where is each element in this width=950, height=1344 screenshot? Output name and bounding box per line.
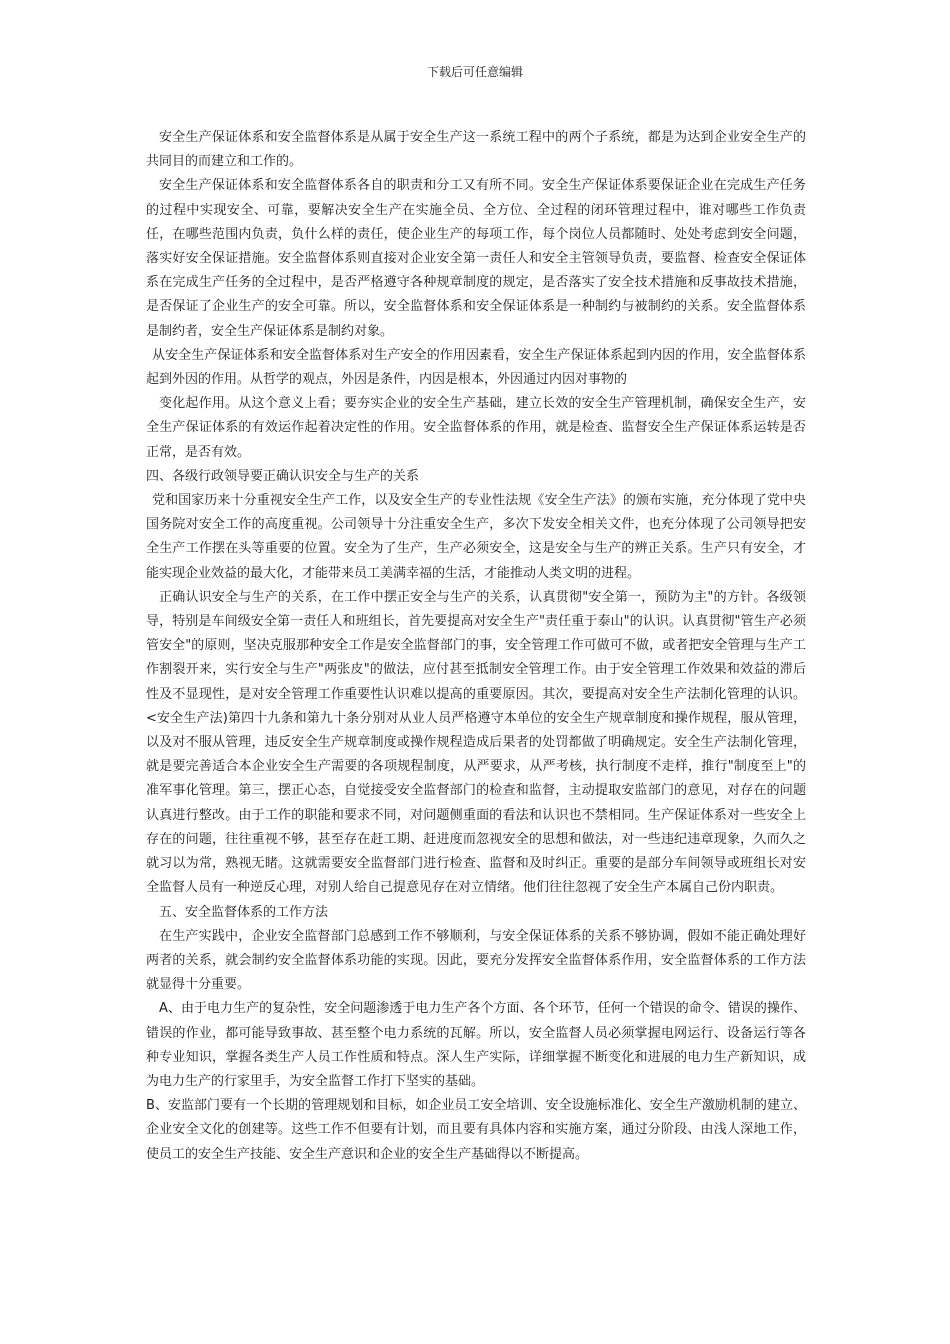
paragraph-practice: 在生产实践中，企业安全监督部门总感到工作不够顺利，与安全保证体系的关系不够协调，假如不能正确处理好两者的关系，就会制约安全监督体系功能的实现。因此，要充分发挥安全监督体系作用，安全监督体系的工作方法就显得十分重要。 [146, 928, 806, 993]
paragraph-intro: 安全生产保证体系和安全监督体系是从属于安全生产这一系统工程中的两个子系统，都是为达到企业安全生产的共同目的而建立和工作的。 [146, 130, 806, 170]
paragraph-correct-understanding: 正确认识安全与生产的关系，在工作中摆正安全与生产的关系，认真贯彻"安全第一，预防为主"的方针。各级领导，特别是车间级安全第一责任人和班组长，首先要提高对安全生产"责任重于泰山"的认识。认真贯彻"管生产必须管安全"的原则，坚决克服那种安全工作是安全监督部门的事，安全管理工作可做可不做，或者把安全管理与生产工作割裂开来，实行安全与生产"两张皮"的做法，应付甚至抵制安全管理工作。由于安全管理工作效果和效益的滞后性及不显现性，是对安全管理工作重要性认识难以提高的重要原因。其次，要提高对安全生产法制化管理的认识。<安全生产法)第四十九条和第九十条分别对从业人员严格遵守本单位的安全生产规章制度和操作规程，服从管理，以及对不服从管理，违反安全生产规章制度或操作规程造成后果者的处罚都做了明确规定。安全生产法制化管理，就是要完善适合本企业安全生产需要的各项规程制度，从严要求，从严考核，执行制度不走样，推行"制度至上"的准军事化管理。第三，摆正心态，自觉接受安全监督部门的检查和监督，主动提取安监部门的意见，对存在的问题认真进行整改。由于工作的职能和要求不同，对问题侧重面的看法和认识也不禁相同。生产保证体系对一些安全上存在的问题，往往重视不够，甚至存在赶工期、赶进度而忽视安全的思想和做法，对一些违纪违章现象，久而久之就习以为常，熟视无睹。这就需要安全监督部门进行检查、监督和及时纠正。重要的是部分车间领导或班组长对安全监督人员有一种逆反心理，对别人给自己提意见存在对立情绪。他们往往忽视了安全生产本属自己份内职责。 [146, 589, 806, 896]
paragraph-responsibilities: 安全生产保证体系和安全监督体系各自的职责和分工又有所不同。安全生产保证体系要保证企业在完成生产任务的过程中实现安全、可靠，要解决安全生产在实施全员、全方位、全过程的闭环管理过程中，谁对哪些工作负责任，在哪些范围内负责，负什么样的责任，使企业生产的每项工作，每个岗位人员都随时、处处考虑到安全问题，落实好安全保证措施。安全监督体系则直接对企业安全第一责任人和安全主管领导负责，要监督、检查安全保证体系在完成生产任务的全过程中，是否严格遵守各种规章制度的规定，是否落实了安全技术措施和反事故技术措施，是否保证了企业生产的安全可靠。所以，安全监督体系和安全保证体系是一种制约与被制约的关系。安全监督体系是制约者，安全生产保证体系是制约对象。 [146, 178, 806, 339]
paragraph-item-b: B、安监部门要有一个长期的管理规划和目标，如企业员工安全培训、安全设施标准化、安全生产激励机制的建立、企业安全文化的创建等。这些工作不但要有计划，而且要有具体内容和实施方案，通过分阶段、由浅人深地工作，使员工的安全生产技能、安全生产意识和企业的安全生产基础得以不断提高。 [146, 1098, 806, 1162]
paragraph-internal-external: 从安全生产保证体系和安全监督体系对生产安全的作用因素看，安全生产保证体系起到内因的作用，安全监督体系起到外因的作用。从哲学的观点，外因是条件，内因是根本，外因通过内因对事物的 [146, 347, 806, 388]
paragraph-party-state: 党和国家历来十分重视安全生产工作，以及安全生产的专业性法规《安全生产法》的颁布实施，充分体现了党中央国务院对安全工作的高度重视。公司领导十分注重安全生产，多次下发安全相关文件，也充分体现了公司领导把安全生产工作摆在头等重要的位置。安全为了生产，生产必须安全，这是安全与生产的辨正关系。生产只有安全，才能实现企业效益的最大化，才能带来员工美满幸福的生活，才能推动人类文明的进程。 [146, 493, 806, 581]
paragraph-continuation: 变化起作用。从这个意义上看；要夯实企业的安全生产基础，建立长效的安全生产管理机制，确保安全生产，安全生产保证体系的有效运作起着决定性的作用。安全监督体系的作用，就是检查、监督安全生产保证体系运转是否正常，是否有效。 [146, 396, 806, 460]
document-body [146, 126, 806, 1167]
page-header: 下载后可任意编辑 [426, 65, 523, 79]
paragraph-item-a: A、由于电力生产的复杂性，安全问题渗透于电力生产各个方面、各个环节，任何一个错误的命令、错误的操作、错误的作业，都可能导致事故、甚至整个电力系统的瓦解。所以，安全监督人员必须掌握电网运行、设备运行等各种专业知识，掌握各类生产人员工作性质和特点。深人生产实际，详细掌握不断变化和进展的电力生产新知识，成为电力生产的行家里手，为安全监督工作打下坚实的基础。 [146, 1001, 806, 1089]
section-heading-4: 四、各级行政领导要正确认识安全与生产的关系 [146, 468, 420, 484]
section-heading-5: 五、安全监督体系的工作方法 [159, 904, 329, 920]
